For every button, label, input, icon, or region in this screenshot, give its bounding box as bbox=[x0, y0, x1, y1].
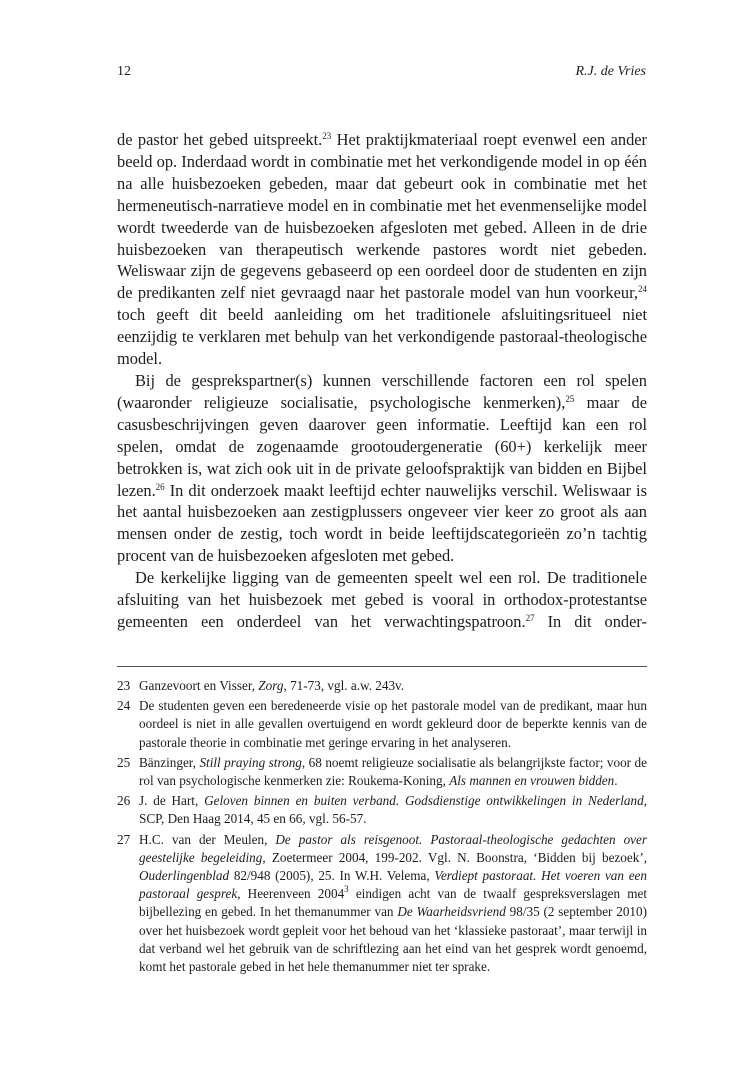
paragraph-2-text-c: In dit onderzoek maakt leeftijd echter nauwelijks verschil. Weliswaar is het aantal huisbezoeken aan zestigplussers ongeveer vier keer zo groot als aan mensen onder de zestig, toch wordt in beide leeftijdscategorieën zo’n tachtig procent van de huisbezoeken afgesloten met gebed. bbox=[117, 480, 647, 566]
edition-superscript: 3 bbox=[344, 884, 349, 895]
paragraph-3-text-b: In dit onder- bbox=[534, 611, 647, 631]
footnote-title: Verdiept pastoraat. Het voeren van een pastoraal gesprek bbox=[139, 868, 647, 902]
footnote-26 bbox=[117, 792, 647, 828]
footnote-text-part: Ganzevoort en Visser, bbox=[139, 678, 259, 693]
footnote-23 bbox=[117, 677, 647, 695]
footnote-ref-26[interactable]: 26 bbox=[155, 481, 165, 492]
footnote-text-part: 82/948 (2005), 25. In W.H. Velema, bbox=[229, 868, 435, 884]
paragraph-1-text-c: toch geeft dit beeld aanleiding om het traditionele afsluitingsritueel niet eenzijdig te verklaren met behulp van het verkondigende pastoraal-theologische model. bbox=[117, 305, 647, 369]
footnote-text-part: 98/35 (2 september 2010) over het huisbezoek wordt gepleit voor het behoud van het ‘klassieke pastoraat’, maar terwijl in dat verband wel het gebruik van de schriftlezing aan het eind van het gesprek wordt genoemd, komt het pastorale gebed in het hele themanummer niet ter sprake. bbox=[139, 904, 647, 975]
paragraph-3 bbox=[117, 567, 647, 633]
footnote-text bbox=[139, 792, 647, 828]
footnote-text bbox=[139, 677, 647, 695]
footnote-ref-23[interactable]: 23 bbox=[322, 131, 332, 141]
footnote-text-part: , Zoetermeer 2004, 199-202. Vgl. N. Boonstra, ‘Bidden bij bezoek’, bbox=[262, 849, 648, 865]
paragraph-1-text-b: Het praktijkmateriaal roept evenwel een ander beeld op. Inderdaad wordt in combinatie met het verkondigende model in op één na alle huisbezoeken gebeden, maar dat gebeurt ook in combinatie met het hermeneutisch-narratieve model en in combinatie met het evenmenselijke model wordt tweederde van de huisbezoeken afgesloten met gebed. Alleen in de drie huisbezoeken van therapeutisch werkende pastores wordt niet gebeden. Weliswaar zijn de gegevens gebaseerd op een oordeel door de studenten en zijn de predikanten zelf niet gevraagd naar het pastorale model van hun voorkeur, bbox=[117, 130, 647, 303]
footnote-title: Still praying strong bbox=[199, 754, 302, 770]
footnote-number: 26 bbox=[117, 793, 131, 809]
footnote-divider bbox=[117, 666, 647, 667]
paragraph-1 bbox=[117, 129, 647, 370]
footnote-text-part: , 71-73, vgl. a.w. 243v. bbox=[283, 678, 405, 693]
footnote-number: 27 bbox=[117, 831, 131, 847]
footnote-text bbox=[139, 831, 647, 977]
footnote-text-part: J. de Hart, bbox=[139, 793, 205, 809]
footnote-text-part: Bänzinger, bbox=[139, 754, 200, 770]
main-text bbox=[117, 129, 647, 633]
paragraph-2 bbox=[117, 370, 647, 567]
footnote-24 bbox=[117, 697, 647, 752]
footnote-title: Zorg bbox=[258, 678, 284, 693]
footnote-title: Als mannen en vrouwen bidden bbox=[449, 773, 615, 789]
footnote-number: 23 bbox=[117, 678, 131, 693]
footnote-text: De studenten geven een beredeneerde visie op het pastorale model van de predikant, maar hun oordeel is niet in alle gevallen overtuigend en wordt gekleurd door de beperkte kennis van de pastorale theorie in combinatie met geringe ervaring in het analyseren. bbox=[139, 698, 647, 750]
paragraph-2-text-b: maar de casusbeschrijvingen geven daarover geen informatie. Leeftijd kan een rol spelen, omdat de zogenaamde grootoudergeneratie (60+) kerkelijk meer betrokken is, wat zich ook uit in de private geloofspraktijk van bidden en Bijbel lezen. bbox=[117, 392, 647, 500]
footnote-number: 24 bbox=[117, 698, 131, 714]
footnote-ref-27[interactable]: 27 bbox=[525, 612, 535, 623]
footnote-text bbox=[139, 754, 647, 790]
footnote-27 bbox=[117, 831, 647, 977]
footnote-ref-25[interactable]: 25 bbox=[565, 393, 575, 404]
footnote-title: Ouderlingenblad bbox=[139, 868, 230, 884]
footnote-text-part: , 68 noemt religieuze socialisatie als belangrijkste factor; voor de rol van psychologische kenmerken zie: Roukema-Koning, bbox=[139, 754, 647, 789]
footnote-ref-24[interactable]: 24 bbox=[638, 284, 647, 295]
paragraph-1-text-a: de pastor het gebed uitspreekt. bbox=[117, 130, 323, 149]
footnote-title: Geloven binnen en buiten verband. Godsdienstige ontwikkelingen in Nederland bbox=[204, 793, 644, 809]
footnote-text-part: , Heerenveen 2004 bbox=[237, 886, 345, 902]
paragraph-2-text-a: Bij de gesprekspartner(s) kunnen verschillende factoren een rol spelen (waaronder religieuze socialisatie, psychologische kenmerken), bbox=[117, 370, 647, 412]
footnote-text-part: . bbox=[614, 773, 618, 789]
footnote-title: De pastor als reisgenoot. Pastoraal-theologische gedachten over geestelijke begeleiding bbox=[139, 831, 648, 865]
running-head-author: R.J. de Vries bbox=[575, 64, 646, 79]
footnotes bbox=[117, 677, 647, 978]
paragraph-3-text-a: De kerkelijke ligging van de gemeenten speelt wel een rol. De traditionele afsluiting van het huisbezoek met gebed is vooral in orthodox-protestantse gemeenten een onderdeel van het verwachtingspatroon. bbox=[117, 568, 647, 631]
footnote-text-part: eindigen acht van de twaalf gespreksverslagen met bijbellezing en gebed. In het themanummer van bbox=[139, 886, 647, 920]
footnote-number: 25 bbox=[117, 754, 131, 770]
footnote-25 bbox=[117, 754, 647, 790]
footnote-title: De Waarheidsvriend bbox=[397, 904, 506, 920]
footnote-text-part: , SCP, Den Haag 2014, 45 en 66, vgl. 56-57. bbox=[139, 793, 647, 827]
footnote-text-part: H.C. van der Meulen, bbox=[139, 831, 276, 847]
page-number: 12 bbox=[117, 64, 131, 79]
